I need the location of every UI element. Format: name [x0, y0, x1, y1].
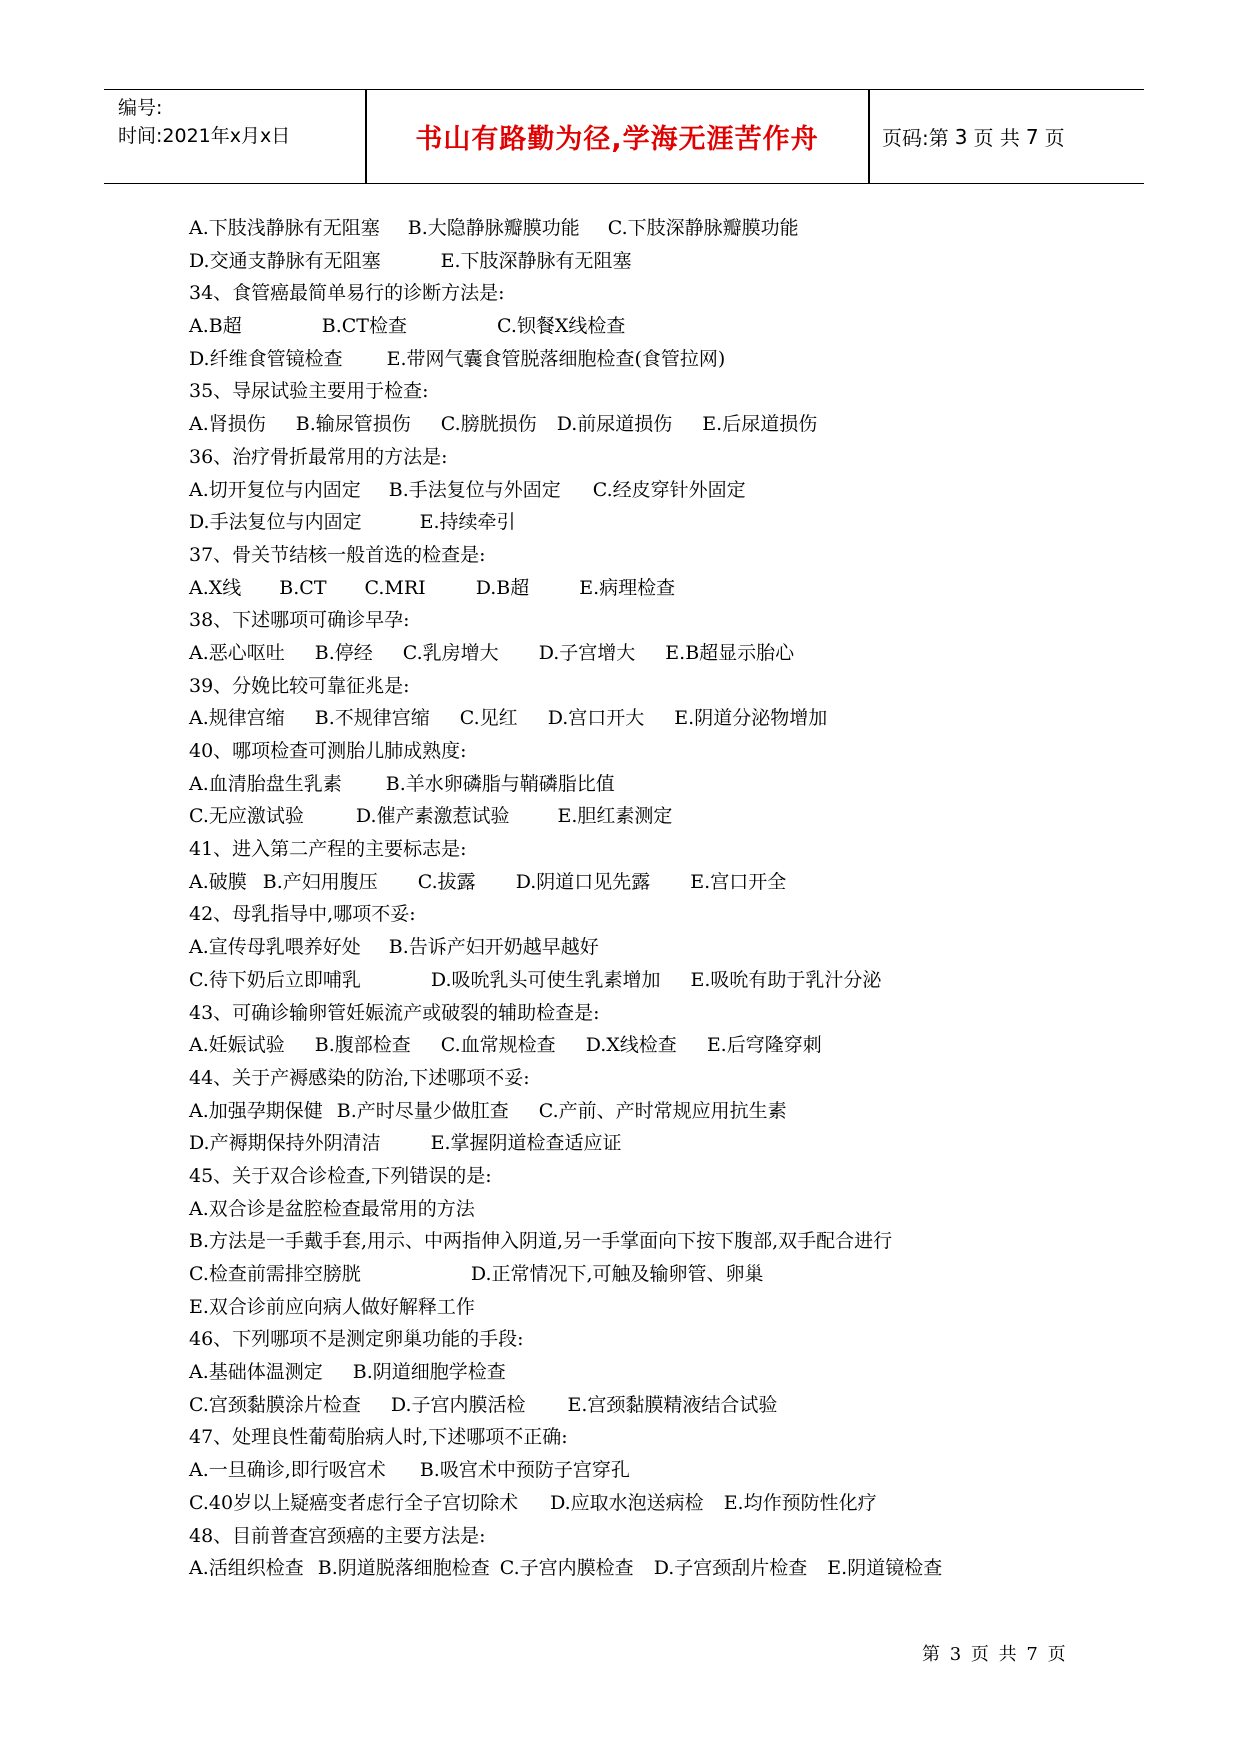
answer-option: B.腹部检查 [314, 1034, 411, 1057]
answer-option: C.40岁以上疑癌变者虑行全子宫切除术 [189, 1491, 519, 1514]
answer-option: B.阴道脱落细胞检查 [317, 1557, 490, 1580]
answer-option: C.无应激试验 [189, 805, 304, 828]
answer-options-row [189, 245, 1089, 278]
answer-option: B.停经 [314, 641, 373, 664]
answer-options-row [189, 1095, 1089, 1128]
answer-option: C.膀胱损伤 [440, 413, 537, 436]
answer-options-row [189, 866, 1089, 899]
answer-option: D.宫口开大 [547, 707, 645, 730]
question-stem [189, 898, 1089, 931]
question-stem [189, 1520, 1089, 1553]
page-suffix: 页 [1044, 126, 1065, 150]
question-text: 44、关于产褥感染的防治,下述哪项不妥: [189, 1066, 530, 1089]
answer-options-row [189, 637, 1089, 670]
footer-text: 页 [970, 1644, 989, 1665]
answer-option: E.阴道分泌物增加 [674, 707, 828, 730]
answer-option: C.见红 [459, 707, 518, 730]
answer-option: D.正常情况下,可触及输卵管、卵巢 [470, 1263, 764, 1285]
answer-options-row [189, 964, 1089, 997]
question-list [189, 212, 1089, 1585]
answer-option: C.钡餐X线检查 [496, 315, 626, 338]
answer-option: D.应取水泡送病检 [550, 1491, 704, 1514]
answer-option: E.宫口开全 [690, 870, 787, 893]
answer-options-row [189, 474, 1089, 507]
footer-text: 共 [998, 1644, 1017, 1665]
answer-options-row [189, 572, 1089, 605]
answer-option: B.阴道细胞学检查 [352, 1361, 506, 1384]
answer-options-row [189, 1389, 1089, 1422]
question-stem [189, 1062, 1089, 1095]
serial-label: 编号: [118, 97, 163, 119]
footer-total: 7 [1026, 1644, 1038, 1665]
question-text: 46、下列哪项不是测定卵巢功能的手段: [189, 1328, 524, 1351]
answer-option: B.羊水卵磷脂与鞘磷脂比值 [385, 772, 615, 795]
answer-option: B.告诉产妇开奶越早越好 [388, 936, 599, 959]
answer-option: E.后尿道损伤 [702, 413, 818, 436]
answer-option: C.子宫内膜检查 [499, 1557, 634, 1580]
question-stem [189, 997, 1089, 1030]
answer-option: A.加强孕期保健 [189, 1099, 323, 1122]
answer-option: B.不规律宫缩 [314, 707, 430, 730]
answer-option: E.均作预防性化疗 [723, 1491, 877, 1514]
answer-options-row [189, 212, 1089, 245]
answer-option: A.切开复位与内固定 [189, 478, 361, 501]
answer-option: C.待下奶后立即哺乳 [189, 968, 361, 991]
answer-options-row [189, 1454, 1089, 1487]
answer-options-row [189, 1193, 1089, 1226]
answer-option: E.双合诊前应向病人做好解释工作 [189, 1295, 475, 1318]
answer-option: C.拔露 [417, 870, 476, 893]
answer-option: C.检查前需排空膀胱 [189, 1263, 361, 1285]
question-text: 45、关于双合诊检查,下列错误的是: [189, 1164, 492, 1187]
answer-option: C.MRI [364, 576, 426, 599]
question-stem [189, 833, 1089, 866]
answer-options-row [189, 506, 1089, 539]
header-motto: 书山有路勤为径,学海无涯苦作舟 [415, 124, 819, 155]
question-stem [189, 735, 1089, 768]
answer-option: C.下肢深静脉瓣膜功能 [607, 217, 799, 239]
answer-option: A.下肢浅静脉有无阻塞 [189, 217, 380, 239]
answer-option: E.后穹隆穿刺 [706, 1034, 822, 1057]
answer-option: A.规律宫缩 [189, 707, 285, 730]
answer-option: D.催产素激惹试验 [355, 805, 510, 828]
question-text: 40、哪项检查可测胎儿肺成熟度: [189, 740, 467, 762]
answer-option: A.双合诊是盆腔检查最常用的方法 [189, 1197, 475, 1220]
page-mid: 页 共 [973, 126, 1020, 150]
answer-option: E.吸吮有助于乳汁分泌 [690, 968, 882, 991]
question-stem [189, 441, 1089, 474]
answer-option: A.一旦确诊,即行吸宫术 [189, 1459, 386, 1482]
question-stem [189, 277, 1089, 310]
answer-option: E.持续牵引 [419, 511, 516, 534]
answer-option: C.血常规检查 [440, 1034, 556, 1057]
answer-options-row [189, 1552, 1089, 1585]
header-meta [118, 94, 290, 150]
time-label: 时间:2021年x月x日 [118, 125, 291, 147]
answer-options-row [189, 1356, 1089, 1389]
answer-options-row [189, 800, 1089, 833]
answer-option: D.纤维食管镜检查 [189, 347, 343, 370]
answer-option: A.B超 [189, 315, 242, 338]
question-text: 37、骨关节结核一般首选的检查是: [189, 543, 486, 566]
answer-options-row [189, 1258, 1089, 1291]
answer-option: A.肾损伤 [189, 413, 266, 436]
answer-options-row [189, 931, 1089, 964]
question-text: 36、治疗骨折最常用的方法是: [189, 445, 448, 468]
question-text: 41、进入第二产程的主要标志是: [189, 838, 467, 861]
answer-option: E.阴道镜检查 [827, 1557, 943, 1580]
answer-options-row [189, 1487, 1089, 1520]
page-total: 7 [1025, 124, 1039, 149]
answer-option: B.吸宫术中预防子宫穿孔 [419, 1459, 630, 1482]
answer-option: D.子宫颈刮片检查 [653, 1557, 808, 1580]
question-stem [189, 1421, 1089, 1454]
answer-option: D.手法复位与内固定 [189, 511, 362, 534]
question-text: 38、下述哪项可确诊早孕: [189, 609, 410, 632]
answer-options-row [189, 1127, 1089, 1160]
question-stem [189, 1160, 1089, 1193]
question-text: 43、可确诊输卵管妊娠流产或破裂的辅助检查是: [189, 1001, 600, 1024]
answer-option: B.产妇用腹压 [262, 870, 378, 893]
footer-text: 页 [1047, 1644, 1066, 1665]
question-stem [189, 1323, 1089, 1356]
answer-options-row [189, 343, 1089, 376]
answer-option: D.子宫增大 [538, 641, 636, 664]
answer-option: D.子宫内膜活检 [390, 1393, 526, 1416]
answer-options-row [189, 310, 1089, 343]
question-stem [189, 539, 1089, 572]
question-stem [189, 604, 1089, 637]
answer-option: B.手法复位与外固定 [388, 478, 561, 501]
answer-option: B.大隐静脉瓣膜功能 [407, 217, 580, 239]
answer-options-row [189, 1029, 1089, 1062]
answer-option: C.经皮穿针外固定 [592, 478, 746, 501]
footer-page: 3 [949, 1644, 962, 1665]
question-text: 34、食管癌最简单易行的诊断方法是: [189, 282, 505, 305]
footer-text: 第 [922, 1644, 940, 1665]
question-stem [189, 375, 1089, 408]
answer-option: B.输尿管损伤 [295, 413, 411, 436]
answer-option: C.乳房增大 [402, 641, 499, 664]
question-text: 47、处理良性葡萄胎病人时,下述哪项不正确: [189, 1426, 568, 1449]
answer-option: A.血清胎盘生乳素 [189, 772, 342, 795]
header-divider [365, 90, 367, 183]
answer-options-row [189, 1291, 1089, 1324]
answer-option: A.活组织检查 [189, 1557, 304, 1580]
answer-option: A.X线 [189, 576, 242, 599]
answer-option: D.X线检查 [585, 1034, 677, 1057]
answer-option: B.方法是一手戴手套,用示、中两指伸入阴道,另一手掌面向下按下腹部,双手配合进行 [189, 1230, 893, 1253]
answer-options-row [189, 768, 1089, 801]
answer-option: D.产褥期保持外阴清洁 [189, 1132, 381, 1155]
question-text: 35、导尿试验主要用于检查: [189, 380, 429, 403]
answer-option: E.B超显示胎心 [665, 641, 795, 664]
answer-option: E.带网气囊食管脱落细胞检查(食管拉网) [386, 347, 726, 370]
answer-options-row [189, 702, 1089, 735]
question-text: 48、目前普查宫颈癌的主要方法是: [189, 1524, 486, 1547]
answer-option: D.交通支静脉有无阻塞 [189, 249, 381, 272]
question-text: 42、母乳指导中,哪项不妥: [189, 903, 416, 926]
answer-option: D.前尿道损伤 [556, 413, 673, 436]
answer-option: E.胆红素测定 [557, 805, 673, 828]
answer-option: B.CT检查 [321, 315, 407, 338]
question-text: 39、分娩比较可靠征兆是: [189, 674, 410, 697]
answer-option: A.妊娠试验 [189, 1034, 285, 1057]
answer-option: D.阴道口见先露 [515, 870, 651, 893]
page-footer [922, 1640, 1070, 1666]
answer-options-row [189, 408, 1089, 441]
answer-option: D.B超 [475, 576, 530, 599]
answer-option: C.产前、产时常规应用抗生素 [538, 1099, 787, 1122]
header-page-number [870, 90, 1065, 183]
page-header [104, 89, 1144, 184]
answer-option: E.掌握阴道检查适应证 [430, 1132, 622, 1155]
answer-option: A.基础体温测定 [189, 1361, 323, 1384]
answer-option: B.产时尽量少做肛查 [336, 1099, 509, 1122]
answer-option: A.宣传母乳喂养好处 [189, 936, 361, 959]
answer-option: E.宫颈黏膜精液结合试验 [567, 1393, 778, 1416]
answer-option: A.恶心呕吐 [189, 641, 285, 664]
page-prefix: 页码:第 [882, 126, 949, 150]
answer-option: C.宫颈黏膜涂片检查 [189, 1393, 361, 1416]
answer-options-row [189, 1225, 1089, 1258]
answer-option: E.病理检查 [579, 576, 676, 599]
answer-option: E.下肢深静脉有无阻塞 [440, 249, 632, 272]
answer-option: A.破膜 [189, 870, 247, 893]
page-current: 3 [954, 124, 968, 149]
question-stem [189, 670, 1089, 703]
answer-option: B.CT [279, 576, 327, 599]
answer-option: D.吸吮乳头可使生乳素增加 [430, 968, 661, 991]
